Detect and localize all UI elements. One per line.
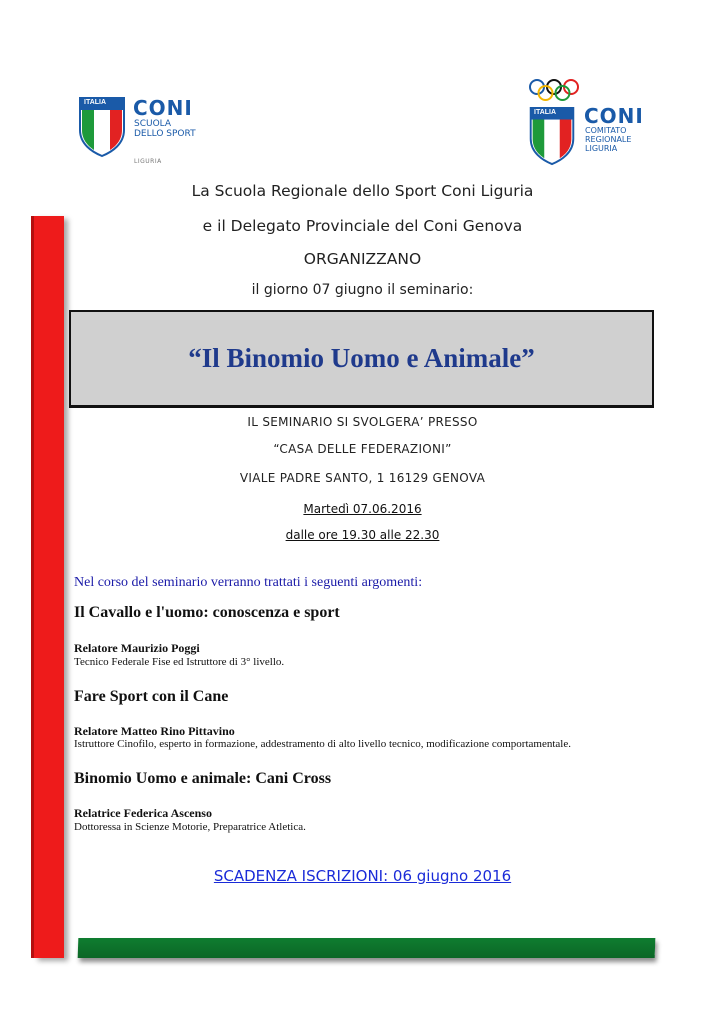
coni-wordmark: CONI: [584, 104, 644, 128]
logo-line-1: SCUOLA: [134, 119, 172, 129]
logo-line-2: REGIONALE: [585, 135, 632, 144]
topic-title: Binomio Uomo e animale: Cani Cross: [74, 770, 332, 787]
organizer-line-2: e il Delegato Provinciale del Coni Genova: [202, 217, 523, 235]
logo-line-3: LIGURIA: [585, 144, 618, 153]
organizer-heading: ORGANIZZANO: [303, 250, 422, 268]
green-footer-bar: [78, 938, 656, 958]
title-box: [69, 310, 654, 407]
olympic-rings-icon: [528, 78, 580, 102]
topic-speaker: Relatrice Federica Ascenso: [74, 806, 212, 820]
logo-line-2: DELLO SPORT: [134, 129, 196, 139]
logo-region: LIGURIA: [134, 158, 162, 165]
seminar-title: “Il Binomio Uomo e Animale”: [188, 343, 535, 373]
topic-description: Istruttore Cinofilo, esperto in formazione, addestramento di alto livello tecnico, modificazione comportamentale.: [74, 738, 571, 750]
topic-title: Il Cavallo e l'uomo: conoscenza e sport: [74, 604, 340, 621]
topic-description: Tecnico Federale Fise ed Istruttore di 3° livello.: [74, 656, 285, 668]
coni-wordmark: CONI: [133, 96, 193, 120]
coni-scuola-logo: [78, 96, 218, 166]
shield-label: ITALIA: [84, 99, 107, 106]
venue-address: VIALE PADRE SANTO, 1 16129 GENOVA: [239, 471, 486, 485]
coni-comitato-logo: [528, 78, 658, 168]
topic-speaker: Relatore Maurizio Poggi: [74, 641, 200, 655]
seminar-time: dalle ore 19.30 alle 22.30: [285, 528, 440, 542]
logo-line-1: COMITATO: [585, 126, 627, 135]
seminar-intro: il giorno 07 giugno il seminario:: [251, 282, 474, 298]
topic-speaker: Relatore Matteo Rino Pittavino: [74, 724, 235, 738]
red-side-bar: [34, 216, 64, 958]
shield-label: ITALIA: [534, 109, 557, 116]
organizer-line-1: La Scuola Regionale dello Sport Coni Liguria: [191, 182, 534, 200]
venue-line-2: “CASA DELLE FEDERAZIONI”: [273, 442, 452, 456]
venue-line-1: IL SEMINARIO SI SVOLGERA’ PRESSO: [247, 415, 478, 429]
registration-deadline[interactable]: SCADENZA ISCRIZIONI: 06 giugno 2016: [213, 867, 512, 885]
topic-description: Dottoressa in Scienze Motorie, Preparatrice Atletica.: [74, 821, 306, 833]
seminar-date: Martedì 07.06.2016: [303, 502, 422, 516]
topics-intro: Nel corso del seminario verranno trattati i seguenti argomenti:: [74, 575, 423, 590]
topic-title: Fare Sport con il Cane: [74, 688, 229, 705]
